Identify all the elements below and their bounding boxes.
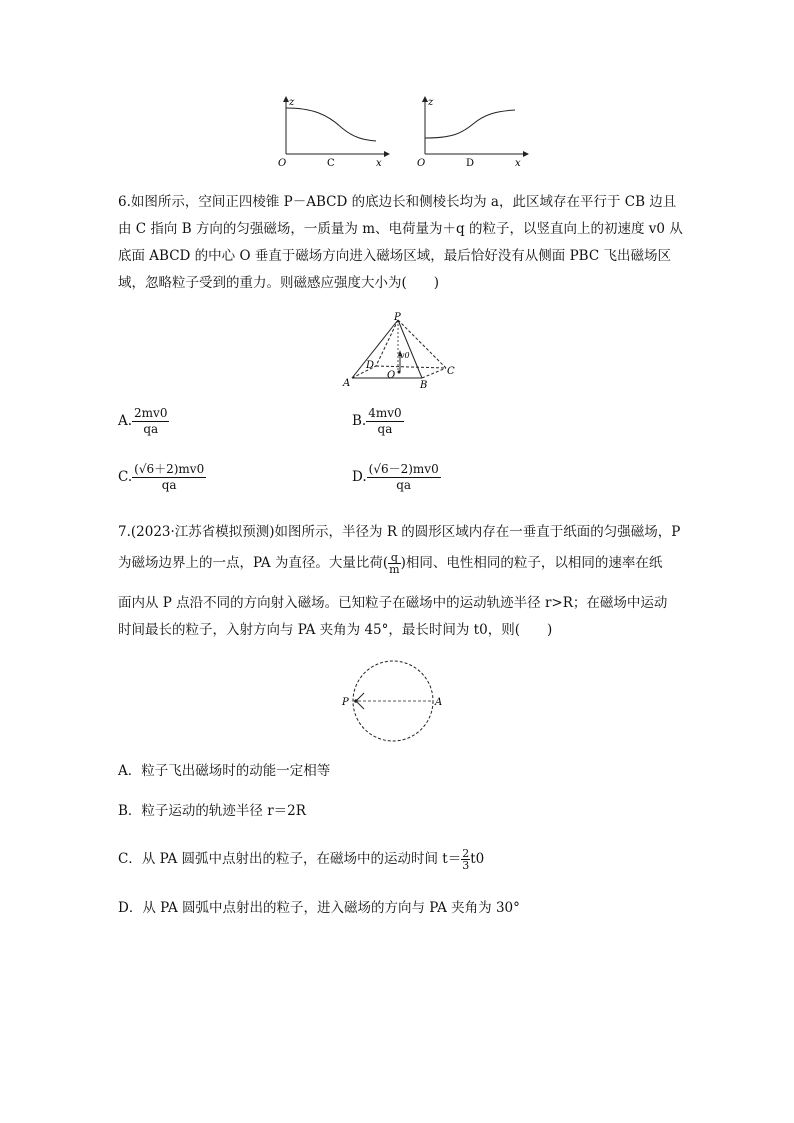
c-caption: C bbox=[327, 158, 335, 169]
q7-line-1: 7.(2023·江苏省模拟预测)如图所示，半径为 R 的圆形区域内存在一垂直于纸面的匀强磁场，P bbox=[118, 524, 681, 540]
q6-option-b bbox=[352, 406, 404, 437]
label-v0: v0 bbox=[400, 351, 410, 360]
label-a: A bbox=[343, 378, 351, 389]
d-z-label: z bbox=[428, 97, 434, 108]
q6-option-c-label: C. bbox=[118, 469, 133, 485]
q6-line-2: 由 C 指向 B 方向的匀强磁场，一质量为 m、电荷量为＋q 的粒子，以竖直向上的初速度 v0 从 bbox=[118, 221, 683, 237]
circle-label-a: A bbox=[435, 697, 443, 708]
q6-option-d-label: D. bbox=[352, 469, 367, 485]
q6-line-4: 域，忽略粒子受到的重力。则磁感应强度大小为( ) bbox=[118, 275, 440, 291]
q6-option-d-num: (√6－2)mv0 bbox=[368, 462, 439, 476]
q7-option-d: D．从 PA 圆弧中点射出的粒子，进入磁场的方向与 PA 夹角为 30° bbox=[118, 900, 520, 916]
q6-option-b-num: 4mv0 bbox=[368, 406, 402, 420]
c-x-label: x bbox=[376, 158, 382, 169]
label-o: O bbox=[387, 370, 396, 381]
graph-c bbox=[272, 92, 392, 172]
q7-line-3: 面内从 P 点沿不同的方向射入磁场。已知粒子在磁场中的运动轨迹半径 r>R；在磁场中运动 bbox=[118, 595, 668, 611]
q6-option-d-den: qa bbox=[396, 478, 412, 492]
d-x-label: x bbox=[515, 158, 521, 169]
q6-option-a-label: A. bbox=[118, 413, 133, 429]
label-d: D bbox=[366, 360, 375, 371]
q7-line-2 bbox=[118, 552, 662, 575]
circle-label-p: P bbox=[342, 697, 349, 708]
pyramid-figure bbox=[330, 310, 460, 390]
q6-option-a bbox=[118, 406, 169, 437]
label-c: C bbox=[447, 366, 455, 377]
q6-option-b-den: qa bbox=[377, 422, 393, 436]
q7-option-c-num: 2 bbox=[462, 847, 470, 860]
graph-d bbox=[411, 92, 531, 172]
q7-option-a: A．粒子飞出磁场时的动能一定相等 bbox=[118, 763, 331, 779]
q7-line-4: 时间最长的粒子，入射方向与 PA 夹角为 45°，最长时间为 t0，则( ) bbox=[118, 622, 553, 638]
label-b: B bbox=[420, 380, 428, 390]
q6-option-c-den: qa bbox=[161, 478, 177, 492]
q6-option-b-label: B. bbox=[352, 413, 367, 429]
q7-option-c-den: 3 bbox=[462, 859, 470, 872]
q6-option-a-den: qa bbox=[143, 422, 159, 436]
q7-ratio-num: q bbox=[388, 552, 400, 564]
d-origin-label: O bbox=[417, 158, 426, 169]
q7-option-c bbox=[118, 848, 484, 871]
q7-option-b: B．粒子运动的轨迹半径 r＝2R bbox=[118, 803, 306, 819]
q7-option-c-pre: C．从 PA 圆弧中点射出的粒子，在磁场中的运动时间 t＝ bbox=[118, 851, 462, 867]
d-caption: D bbox=[466, 158, 475, 169]
q6-option-d bbox=[352, 462, 441, 493]
circle-figure bbox=[340, 660, 450, 742]
q6-option-c bbox=[118, 462, 206, 493]
q6-line-1: 6.如图所示，空间正四棱锥 P－ABCD 的底边长和侧棱长均为 a，此区域存在平行于 CB 边且 bbox=[118, 194, 677, 210]
q7-option-c-post: t0 bbox=[470, 851, 485, 867]
label-p: P bbox=[394, 312, 401, 323]
c-z-label: z bbox=[289, 97, 295, 108]
q6-option-c-num: (√6＋2)mv0 bbox=[134, 462, 205, 476]
q7-line-2b: )相同、电性相同的粒子，以相同的速率在纸 bbox=[400, 555, 663, 571]
q6-line-3: 底面 ABCD 的中心 O 垂直于磁场方向进入磁场区域，最后恰好没有从侧面 PBC 飞出磁场区 bbox=[118, 248, 671, 264]
q7-ratio-den: m bbox=[389, 563, 400, 576]
q6-option-a-num: 2mv0 bbox=[134, 406, 168, 420]
q7-line-2a: 为磁场边界上的一点，PA 为直径。大量比荷( bbox=[118, 555, 389, 571]
c-origin-label: O bbox=[278, 158, 287, 169]
